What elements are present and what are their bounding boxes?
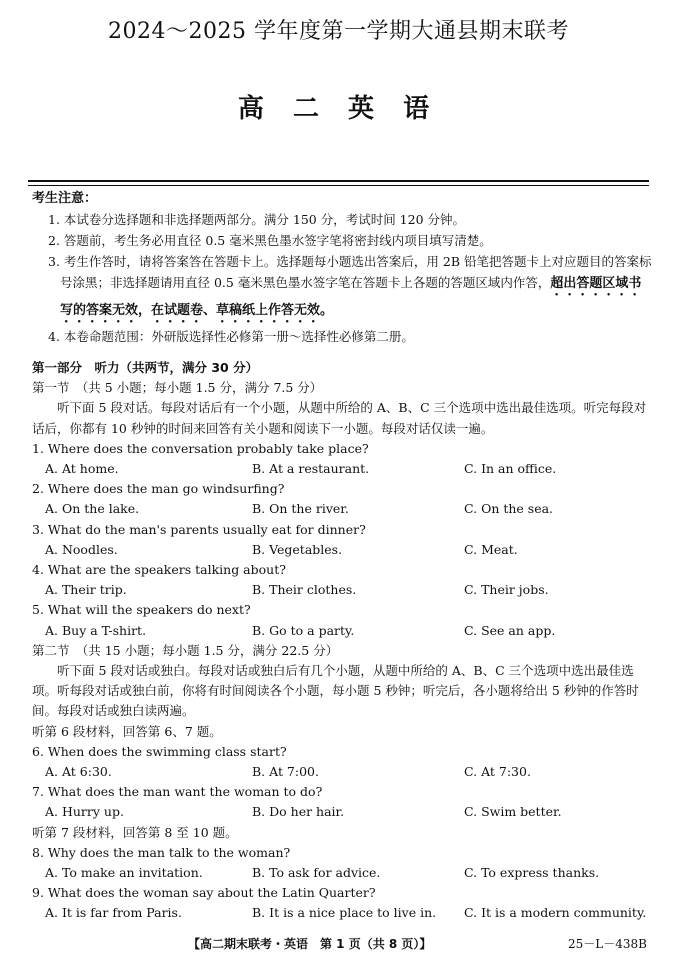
exam-title: 2024～2025 学年度第一学期大通县期末联考 xyxy=(108,19,569,44)
option-a: A. On the lake. xyxy=(45,501,140,517)
question-stem: 7. What does the man want the woman to do? xyxy=(32,784,323,800)
question-stem: 9. What does the woman say about the Latin Quarter? xyxy=(32,885,376,901)
question-stem: 6. When does the swimming class start? xyxy=(32,743,287,759)
subject-title: 高 二 英 语 xyxy=(237,94,440,124)
option-c: C. In an office. xyxy=(464,461,557,477)
question xyxy=(32,520,652,560)
option-a: A. At home. xyxy=(45,461,119,477)
option-c: C. Swim better. xyxy=(464,804,562,820)
option-b: B. Do her hair. xyxy=(252,804,345,820)
question-stem: 2. Where does the man go windsurfing? xyxy=(32,481,285,497)
question-options xyxy=(32,762,652,782)
option-b: B. On the river. xyxy=(252,501,349,517)
option-b: B. At a restaurant. xyxy=(252,461,370,477)
notice-item xyxy=(32,251,652,326)
option-a: A. It is far from Paris. xyxy=(45,905,182,921)
question-stem: 4. What are the speakers talking about? xyxy=(32,562,286,578)
option-a: A. Hurry up. xyxy=(45,804,124,820)
question xyxy=(32,742,652,782)
option-b: B. To ask for advice. xyxy=(252,865,381,881)
question-options xyxy=(32,903,652,923)
question-stem: 1. Where does the conversation probably take place? xyxy=(32,440,369,456)
option-c: C. Their jobs. xyxy=(464,582,549,598)
question-options xyxy=(32,499,652,519)
divider xyxy=(28,185,649,186)
question-options xyxy=(32,459,652,479)
option-a: A. Noodles. xyxy=(45,541,118,557)
footer-code: 25－L－438B xyxy=(568,937,647,951)
question-options xyxy=(32,621,652,641)
material-note: 听第 6 段材料，回答第 6、7 题。 xyxy=(32,723,222,739)
question xyxy=(32,782,652,822)
section-heading: 第二节 （共 15 小题；每小题 1.5 分，满分 22.5 分） xyxy=(32,642,339,658)
question xyxy=(32,439,652,479)
option-a: A. At 6:30. xyxy=(45,764,112,780)
option-c: C. To express thanks. xyxy=(464,865,600,881)
material-note: 听第 7 段材料，回答第 8 至 10 题。 xyxy=(32,824,238,840)
notice-emphasis: 超出答题区域书写的答案无效，在试题卷、草稿纸上作答无效。 xyxy=(60,276,642,318)
option-b: B. Go to a party. xyxy=(252,622,355,638)
option-c: C. At 7:30. xyxy=(464,764,531,780)
footer-page-info: 【高二期末联考・英语 第 1 页（共 8 页）】 xyxy=(188,937,432,951)
section-instructions: 听下面 5 段对话。每段对话后有一个小题，从题中所给的 A、B、C 三个选项中选出最佳选项。听完每段对话后，你都有 10 秒钟的时间来回答有关小题和阅读下一小题。每段对话仅读一遍。 xyxy=(32,400,647,436)
divider xyxy=(28,180,649,182)
question xyxy=(32,479,652,519)
question xyxy=(32,883,652,923)
option-c: C. Meat. xyxy=(464,541,518,557)
option-a: A. Their trip. xyxy=(45,582,127,598)
question xyxy=(32,600,652,640)
option-c: C. On the sea. xyxy=(464,501,554,517)
notice-item: 4. 本卷命题范围：外研版选择性必修第一册～选择性必修第二册。 xyxy=(48,329,414,344)
option-b: B. Vegetables. xyxy=(252,541,343,557)
option-b: B. It is a nice place to live in. xyxy=(252,905,437,921)
option-a: A. Buy a T-shirt. xyxy=(45,622,147,638)
section-heading: 第一节 （共 5 小题；每小题 1.5 分，满分 7.5 分） xyxy=(32,380,323,396)
option-b: B. At 7:00. xyxy=(252,764,319,780)
notice-item-text: 3. 考生作答时，请将答案答在答题卡上。选择题每小题选出答案后，用 2B 铅笔把答题卡上对应题目的答案标号涂黑；非选择题请用直径 0.5 毫米黑色墨水签字笔在答题卡上各题的答题区域内作答， xyxy=(48,254,652,290)
notice-item: 1. 本试卷分选择题和非选择题两部分。满分 150 分，考试时间 120 分钟。 xyxy=(48,212,466,227)
notice-title: 考生注意： xyxy=(32,191,98,206)
question-stem: 8. Why does the man talk to the woman? xyxy=(32,844,291,860)
question xyxy=(32,843,652,883)
question xyxy=(32,560,652,600)
option-c: C. See an app. xyxy=(464,622,556,638)
question-options xyxy=(32,802,652,822)
option-c: C. It is a modern community. xyxy=(464,905,647,921)
notice-item: 2. 答题前，考生务必用直径 0.5 毫米黑色墨水签字笔将密封线内项目填写清楚。 xyxy=(48,233,492,248)
part-heading: 第一部分 听力（共两节，满分 30 分） xyxy=(32,360,259,375)
listening-part xyxy=(32,358,652,924)
option-b: B. Their clothes. xyxy=(252,582,357,598)
exam-notice xyxy=(32,188,652,347)
section-instructions: 听下面 5 段对话或独白。每段对话或独白后有几个小题，从题中所给的 A、B、C 三个选项中选出最佳选项。听每段对话或独白前，你将有时间阅读各个小题，每小题 5 秒钟；听完后，各小题将给出 5 秒钟的作答时间。每段对话或独白读两遍。 xyxy=(32,663,639,719)
question-stem: 5. What will the speakers do next? xyxy=(32,602,251,618)
question-options xyxy=(32,863,652,883)
question-options xyxy=(32,580,652,600)
option-a: A. To make an invitation. xyxy=(45,865,203,881)
question-stem: 3. What do the man's parents usually eat for dinner? xyxy=(32,521,366,537)
question-options xyxy=(32,540,652,560)
